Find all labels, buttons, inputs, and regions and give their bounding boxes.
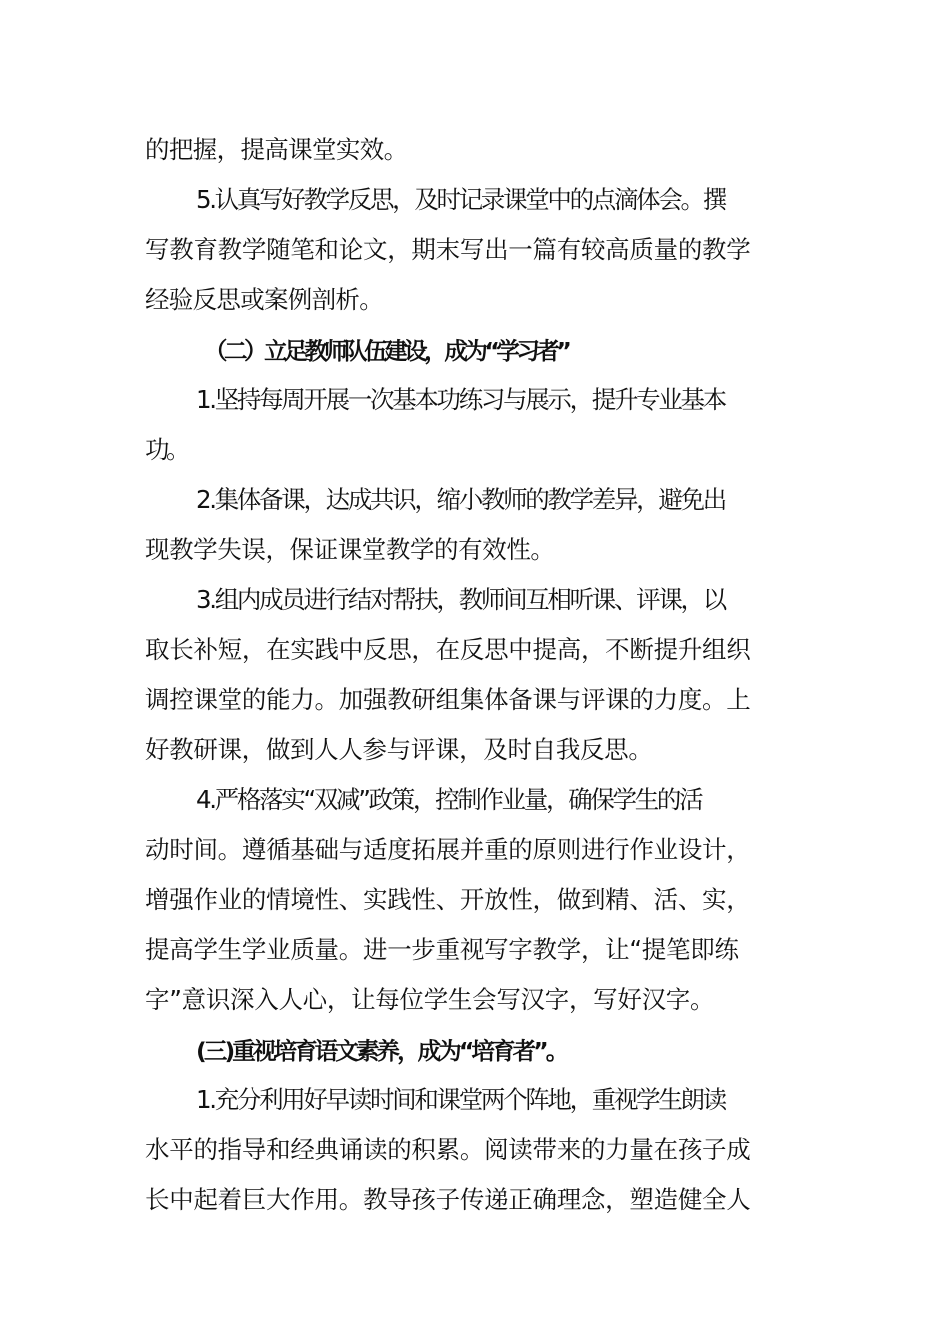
text-line: 4.严格落实“双减”政策，控制作业量，确保学生的活 [196, 785, 702, 814]
text-line: 经验反思或案例剖析。 [145, 285, 383, 314]
text-line: 好教研课，做到人人参与评课，及时自我反思。 [145, 735, 653, 764]
text-line: 现教学失误，保证课堂教学的有效性。 [145, 535, 555, 564]
section-heading: （二）立足教师队伍建设，成为“学习者” [204, 337, 569, 365]
text-line: 2.集体备课，达成共识，缩小教师的教学差异，避免出 [196, 485, 725, 514]
text-line: 动时间。遵循基础与适度拓展并重的原则进行作业设计， [145, 835, 751, 864]
text-line: 1.坚持每周开展一次基本功练习与展示，提升专业基本 [196, 385, 725, 414]
text-line: 功。 [145, 435, 187, 464]
text-line: 的把握，提高课堂实效。 [145, 135, 408, 164]
text-line: 取长补短，在实践中反思，在反思中提高，不断提升组织 [145, 635, 751, 664]
text-line: 3.组内成员进行结对帮扶，教师间互相听课、评课，以 [196, 585, 725, 614]
text-line: 字”意识深入人心，让每位学生会写汉字，写好汉字。 [145, 985, 715, 1014]
text-line: 增强作业的情境性、实践性、开放性，做到精、活、实， [145, 885, 751, 914]
section-heading: (三)重视培育语文素养，成为“培育者”。 [196, 1037, 567, 1065]
text-line: 5.认真写好教学反思，及时记录课堂中的点滴体会。撰 [196, 185, 725, 214]
text-line: 水平的指导和经典诵读的积累。阅读带来的力量在孩子成 [145, 1135, 751, 1164]
text-line: 写教育教学随笔和论文，期末写出一篇有较高质量的教学 [145, 235, 751, 264]
text-line: 长中起着巨大作用。教导孩子传递正确理念，塑造健全人 [145, 1185, 751, 1214]
text-line: 提高学生学业质量。进一步重视写字教学，让“提笔即练 [145, 935, 739, 964]
text-line: 1.充分利用好早读时间和课堂两个阵地，重视学生朗读 [196, 1085, 725, 1114]
text-line: 调控课堂的能力。加强教研组集体备课与评课的力度。上 [145, 685, 751, 714]
